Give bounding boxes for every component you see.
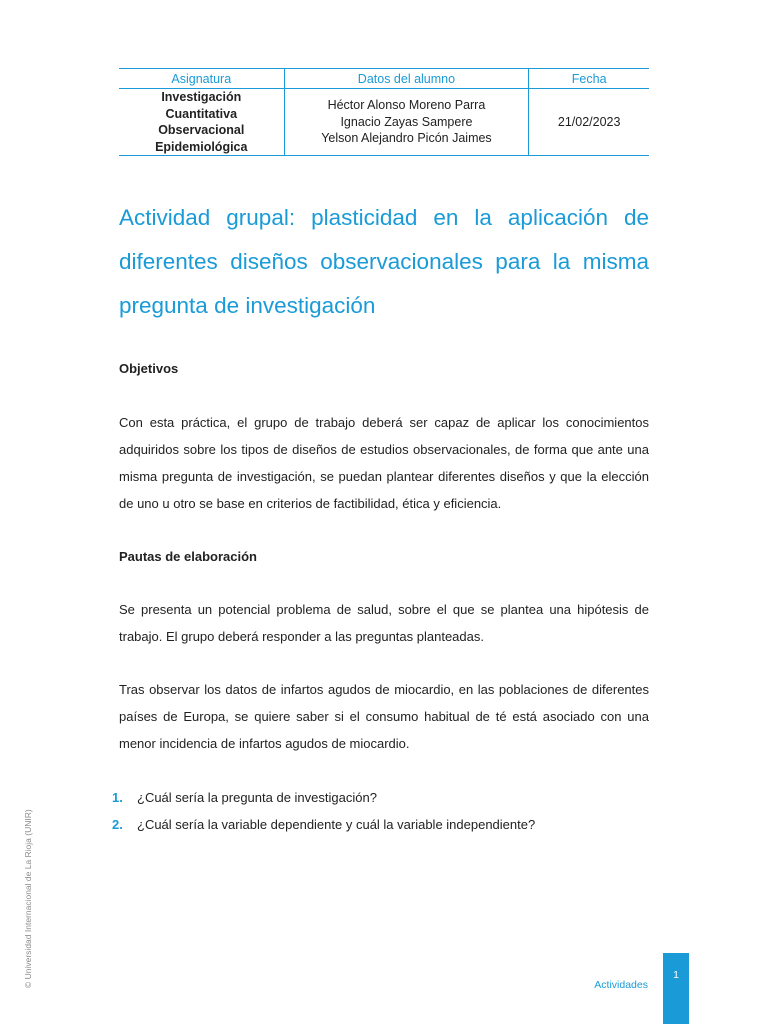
student-name: Yelson Alejandro Picón Jaimes <box>321 131 492 146</box>
page-number: 1 <box>673 969 679 981</box>
subject-cell <box>119 89 284 156</box>
questions-list <box>112 784 652 838</box>
info-row <box>119 89 649 156</box>
question-number: 1. <box>112 790 123 805</box>
header-table <box>119 68 649 156</box>
footer-section-label: Actividades <box>594 979 648 991</box>
page-number-box <box>663 953 689 1024</box>
scenario-paragraph: Tras observar los datos de infartos agudos de miocardio, en las poblaciones de diferentes países de Europa, se quiere saber si el consumo habitual de té está asociado con una menor incidencia de infartos agudos de miocardio. <box>119 682 649 751</box>
question-number: 2. <box>112 817 123 832</box>
header-row <box>119 69 649 89</box>
student-name: Héctor Alonso Moreno Parra <box>327 98 486 113</box>
subject-line: Epidemiológica <box>155 139 248 154</box>
student-cell <box>284 89 529 156</box>
column-header-date: Fecha <box>529 69 649 89</box>
question-item <box>112 811 652 838</box>
copyright-notice: © Universidad Internacional de La Rioja (UNIR) <box>23 809 33 988</box>
subject-line: Investigación <box>161 90 242 104</box>
objectives-heading: Objetivos <box>119 361 179 376</box>
document-title: Actividad grupal: plasticidad en la aplicación de diferentes diseños observacionales para la misma pregunta de investigación <box>119 205 649 318</box>
subject-line: Cuantitativa <box>165 106 238 121</box>
guidelines-paragraph: Se presenta un potencial problema de salud, sobre el que se plantea una hipótesis de trabajo. El grupo deberá responder a las preguntas planteadas. <box>119 602 649 644</box>
column-header-student-data: Datos del alumno <box>284 69 529 89</box>
subject-line: Observacional <box>158 123 245 137</box>
date-cell: 21/02/2023 <box>529 89 649 156</box>
question-text: ¿Cuál sería la pregunta de investigación? <box>137 790 377 805</box>
objectives-paragraph: Con esta práctica, el grupo de trabajo deberá ser capaz de aplicar los conocimientos adquiridos sobre los tipos de diseños de estudios observacionales, de forma que ante una misma pregunta de investigación, se puedan plantear diferentes diseños y que la elección de uno u otro se base en criterios de factibilidad, ética y eficiencia. <box>119 415 649 511</box>
question-item <box>112 784 652 811</box>
column-header-subject: Asignatura <box>119 69 284 89</box>
student-name: Ignacio Zayas Sampere <box>340 114 473 129</box>
guidelines-heading: Pautas de elaboración <box>119 549 257 564</box>
question-text: ¿Cuál sería la variable dependiente y cuál la variable independiente? <box>137 817 536 832</box>
